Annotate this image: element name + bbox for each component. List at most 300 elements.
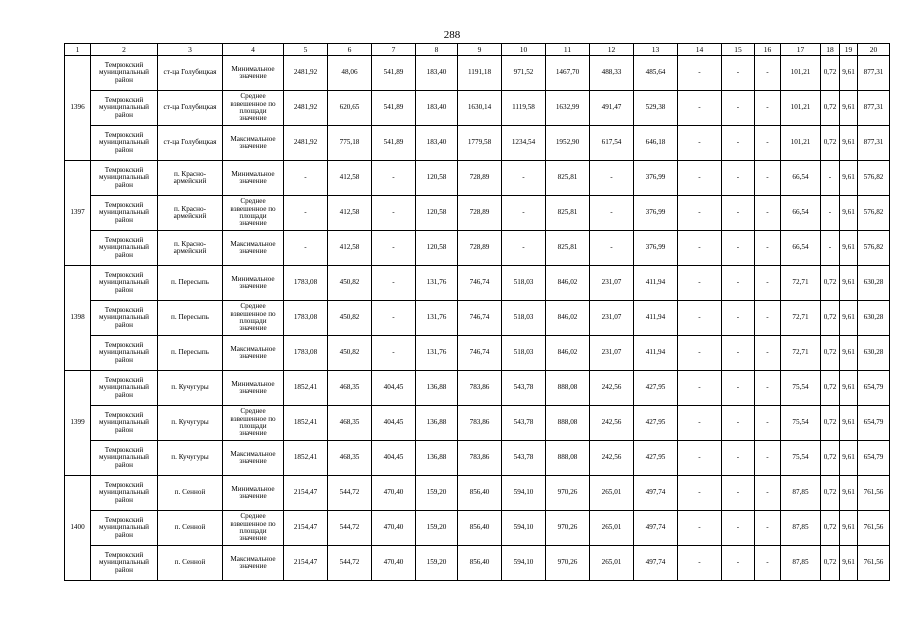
value-cell: 404,45 <box>372 441 416 476</box>
district-cell: Темрюкский муниципальный район <box>91 406 158 441</box>
value-type-cell: Максимальное значение <box>223 126 284 161</box>
column-header: 19 <box>840 44 858 56</box>
settlement-cell: п. Красно-армейский <box>158 196 223 231</box>
value-cell: 746,74 <box>458 301 502 336</box>
value-cell: - <box>755 441 781 476</box>
value-type-cell: Максимальное значение <box>223 231 284 266</box>
value-cell: 101,21 <box>781 126 821 161</box>
value-cell: 412,58 <box>328 196 372 231</box>
value-cell: 877,31 <box>858 126 890 161</box>
settlement-cell: п. Сенной <box>158 511 223 546</box>
value-cell: 761,56 <box>858 546 890 581</box>
value-type-cell: Минимальное значение <box>223 266 284 301</box>
value-cell: 2154,47 <box>284 476 328 511</box>
row-id-cell: 1400 <box>65 476 91 581</box>
value-cell: 131,76 <box>416 301 458 336</box>
column-header: 5 <box>284 44 328 56</box>
value-cell: - <box>678 336 722 371</box>
column-header: 14 <box>678 44 722 56</box>
value-cell: 1783,08 <box>284 266 328 301</box>
value-cell: 654,79 <box>858 371 890 406</box>
value-cell: 888,08 <box>546 406 590 441</box>
value-cell: 0,72 <box>821 441 840 476</box>
value-cell: - <box>590 231 634 266</box>
value-cell: 594,10 <box>502 511 546 546</box>
value-cell: 412,58 <box>328 231 372 266</box>
value-cell: 846,02 <box>546 336 590 371</box>
value-cell: 404,45 <box>372 406 416 441</box>
value-cell: 529,38 <box>634 91 678 126</box>
table-row <box>65 161 890 196</box>
value-cell: 654,79 <box>858 441 890 476</box>
value-cell: 411,94 <box>634 301 678 336</box>
column-header: 17 <box>781 44 821 56</box>
table-body <box>65 56 890 581</box>
value-cell: 877,31 <box>858 56 890 91</box>
value-cell: 518,03 <box>502 336 546 371</box>
district-cell: Темрюкский муниципальный район <box>91 546 158 581</box>
value-cell: 541,89 <box>372 91 416 126</box>
column-header: 15 <box>722 44 755 56</box>
table-row <box>65 91 890 126</box>
value-cell: 2154,47 <box>284 511 328 546</box>
value-cell: 746,74 <box>458 336 502 371</box>
value-cell: 101,21 <box>781 91 821 126</box>
value-cell: - <box>678 301 722 336</box>
table-row <box>65 266 890 301</box>
value-cell: 75,54 <box>781 371 821 406</box>
value-cell: 265,01 <box>590 476 634 511</box>
settlement-cell: п. Красно-армейский <box>158 161 223 196</box>
column-header: 1 <box>65 44 91 56</box>
value-cell: 470,40 <box>372 511 416 546</box>
value-cell: - <box>372 336 416 371</box>
value-cell: - <box>821 161 840 196</box>
district-cell: Темрюкский муниципальный район <box>91 371 158 406</box>
value-cell: 576,82 <box>858 231 890 266</box>
value-cell: 1630,14 <box>458 91 502 126</box>
value-cell: 825,81 <box>546 196 590 231</box>
value-cell: 761,56 <box>858 476 890 511</box>
value-cell: 1632,99 <box>546 91 590 126</box>
row-id-cell: 1398 <box>65 266 91 371</box>
value-cell: 0,72 <box>821 91 840 126</box>
value-cell: 48,06 <box>328 56 372 91</box>
value-cell: 775,18 <box>328 126 372 161</box>
value-cell: 9,61 <box>840 126 858 161</box>
value-cell: - <box>722 161 755 196</box>
district-cell: Темрюкский муниципальный район <box>91 476 158 511</box>
value-cell: 265,01 <box>590 546 634 581</box>
column-header: 13 <box>634 44 678 56</box>
value-cell: - <box>755 546 781 581</box>
value-cell: - <box>755 231 781 266</box>
value-cell: 877,31 <box>858 91 890 126</box>
settlement-cell: п. Пересыпь <box>158 301 223 336</box>
value-cell: - <box>722 231 755 266</box>
value-cell: - <box>678 371 722 406</box>
value-cell: 159,20 <box>416 476 458 511</box>
value-cell: 630,28 <box>858 301 890 336</box>
value-cell: 825,81 <box>546 231 590 266</box>
settlement-cell: п. Пересыпь <box>158 336 223 371</box>
value-cell: 87,85 <box>781 546 821 581</box>
value-cell: 75,54 <box>781 406 821 441</box>
table-row <box>65 196 890 231</box>
value-cell: - <box>755 406 781 441</box>
value-cell: 131,76 <box>416 336 458 371</box>
value-cell: 450,82 <box>328 266 372 301</box>
column-header: 11 <box>546 44 590 56</box>
value-cell: 728,89 <box>458 161 502 196</box>
value-cell: - <box>722 196 755 231</box>
value-cell: - <box>372 161 416 196</box>
value-cell: 242,56 <box>590 441 634 476</box>
value-cell: - <box>678 546 722 581</box>
value-cell: 242,56 <box>590 406 634 441</box>
table-row <box>65 406 890 441</box>
value-cell: - <box>678 196 722 231</box>
value-cell: 66,54 <box>781 231 821 266</box>
value-cell: 728,89 <box>458 231 502 266</box>
value-cell: 470,40 <box>372 476 416 511</box>
value-cell: - <box>678 126 722 161</box>
value-cell: 846,02 <box>546 301 590 336</box>
value-cell: 159,20 <box>416 511 458 546</box>
district-cell: Темрюкский муниципальный район <box>91 56 158 91</box>
value-cell: 497,74 <box>634 511 678 546</box>
value-cell: 9,61 <box>840 546 858 581</box>
value-cell: 0,72 <box>821 371 840 406</box>
value-cell: 497,74 <box>634 546 678 581</box>
value-cell: 120,58 <box>416 196 458 231</box>
value-cell: 265,01 <box>590 511 634 546</box>
value-cell: 2154,47 <box>284 546 328 581</box>
value-cell: 0,72 <box>821 266 840 301</box>
value-cell: 544,72 <box>328 546 372 581</box>
value-cell: 183,40 <box>416 126 458 161</box>
value-cell: - <box>678 231 722 266</box>
value-cell: - <box>502 231 546 266</box>
value-cell: - <box>678 266 722 301</box>
district-cell: Темрюкский муниципальный район <box>91 196 158 231</box>
value-cell: 159,20 <box>416 546 458 581</box>
value-cell: 9,61 <box>840 161 858 196</box>
value-cell: 376,99 <box>634 196 678 231</box>
value-cell: 1852,41 <box>284 441 328 476</box>
page-number: 288 <box>443 29 461 41</box>
value-cell: 783,86 <box>458 441 502 476</box>
column-header: 12 <box>590 44 634 56</box>
column-header: 18 <box>821 44 840 56</box>
value-cell: - <box>502 196 546 231</box>
value-cell: 0,72 <box>821 511 840 546</box>
value-cell: 654,79 <box>858 406 890 441</box>
value-cell: 427,95 <box>634 371 678 406</box>
value-cell: 1467,70 <box>546 56 590 91</box>
value-cell: 9,61 <box>840 371 858 406</box>
value-cell: - <box>722 511 755 546</box>
value-type-cell: Минимальное значение <box>223 56 284 91</box>
district-cell: Темрюкский муниципальный район <box>91 336 158 371</box>
value-type-cell: Максимальное значение <box>223 441 284 476</box>
table-row <box>65 511 890 546</box>
value-cell: 2481,92 <box>284 56 328 91</box>
value-cell: - <box>678 406 722 441</box>
value-cell: 543,78 <box>502 406 546 441</box>
value-cell: - <box>502 161 546 196</box>
value-cell: 1952,90 <box>546 126 590 161</box>
value-cell: 576,82 <box>858 161 890 196</box>
value-cell: - <box>678 476 722 511</box>
value-cell: 75,54 <box>781 441 821 476</box>
value-cell: - <box>755 371 781 406</box>
value-cell: 856,40 <box>458 476 502 511</box>
value-cell: 485,64 <box>634 56 678 91</box>
value-cell: - <box>678 91 722 126</box>
row-id-cell: 1397 <box>65 161 91 266</box>
value-cell: 856,40 <box>458 546 502 581</box>
value-cell: - <box>722 476 755 511</box>
value-cell: - <box>722 56 755 91</box>
value-cell: 1783,08 <box>284 301 328 336</box>
column-header: 3 <box>158 44 223 56</box>
value-cell: 761,56 <box>858 511 890 546</box>
value-cell: 630,28 <box>858 266 890 301</box>
value-cell: - <box>678 56 722 91</box>
value-cell: - <box>722 441 755 476</box>
value-cell: 120,58 <box>416 161 458 196</box>
value-cell: - <box>821 231 840 266</box>
settlement-cell: ст-ца Голубицкая <box>158 56 223 91</box>
value-cell: 9,61 <box>840 266 858 301</box>
value-type-cell: Минимальное значение <box>223 371 284 406</box>
column-header: 4 <box>223 44 284 56</box>
settlement-cell: п. Красно-армейский <box>158 231 223 266</box>
column-header: 7 <box>372 44 416 56</box>
value-cell: - <box>372 196 416 231</box>
value-cell: 9,61 <box>840 441 858 476</box>
value-cell: 231,07 <box>590 301 634 336</box>
column-header: 6 <box>328 44 372 56</box>
value-type-cell: Минимальное значение <box>223 161 284 196</box>
value-cell: 518,03 <box>502 301 546 336</box>
settlement-cell: п. Кучугуры <box>158 441 223 476</box>
value-cell: 87,85 <box>781 476 821 511</box>
value-cell: 66,54 <box>781 196 821 231</box>
district-cell: Темрюкский муниципальный район <box>91 266 158 301</box>
value-cell: 72,71 <box>781 336 821 371</box>
value-cell: 518,03 <box>502 266 546 301</box>
value-cell: 0,72 <box>821 301 840 336</box>
value-cell: - <box>755 196 781 231</box>
table-row <box>65 56 890 91</box>
value-cell: - <box>722 546 755 581</box>
value-cell: 9,61 <box>840 511 858 546</box>
value-cell: 72,71 <box>781 266 821 301</box>
value-cell: 646,18 <box>634 126 678 161</box>
value-cell: 543,78 <box>502 441 546 476</box>
value-cell: 728,89 <box>458 196 502 231</box>
value-cell: 846,02 <box>546 266 590 301</box>
value-cell: 450,82 <box>328 336 372 371</box>
value-cell: 9,61 <box>840 336 858 371</box>
district-cell: Темрюкский муниципальный район <box>91 231 158 266</box>
value-cell: 541,89 <box>372 56 416 91</box>
district-cell: Темрюкский муниципальный район <box>91 511 158 546</box>
value-cell: - <box>722 266 755 301</box>
value-cell: - <box>821 196 840 231</box>
value-cell: - <box>755 161 781 196</box>
value-cell: 2481,92 <box>284 91 328 126</box>
value-cell: - <box>755 126 781 161</box>
value-cell: 888,08 <box>546 441 590 476</box>
value-cell: 183,40 <box>416 56 458 91</box>
value-cell: - <box>755 336 781 371</box>
district-cell: Темрюкский муниципальный район <box>91 126 158 161</box>
settlement-cell: п. Кучугуры <box>158 406 223 441</box>
value-cell: 0,72 <box>821 336 840 371</box>
value-cell: 970,26 <box>546 511 590 546</box>
value-cell: 617,54 <box>590 126 634 161</box>
settlement-cell: п. Сенной <box>158 546 223 581</box>
value-cell: - <box>755 56 781 91</box>
value-cell: 856,40 <box>458 511 502 546</box>
district-cell: Темрюкский муниципальный район <box>91 161 158 196</box>
value-cell: 9,61 <box>840 91 858 126</box>
value-cell: 971,52 <box>502 56 546 91</box>
settlement-cell: ст-ца Голубицкая <box>158 126 223 161</box>
row-id-cell: 1396 <box>65 56 91 161</box>
value-cell: 1783,08 <box>284 336 328 371</box>
value-cell: 9,61 <box>840 231 858 266</box>
value-type-cell: Максимальное значение <box>223 336 284 371</box>
value-cell: 491,47 <box>590 91 634 126</box>
value-cell: 468,35 <box>328 371 372 406</box>
value-cell: 72,71 <box>781 301 821 336</box>
value-cell: 376,99 <box>634 231 678 266</box>
settlement-cell: п. Пересыпь <box>158 266 223 301</box>
value-cell: 1119,58 <box>502 91 546 126</box>
value-cell: 544,72 <box>328 476 372 511</box>
value-type-cell: Среднее взвешенное по площади значение <box>223 301 284 336</box>
value-cell: 544,72 <box>328 511 372 546</box>
value-cell: - <box>722 126 755 161</box>
value-cell: 427,95 <box>634 406 678 441</box>
value-cell: 136,88 <box>416 371 458 406</box>
district-cell: Темрюкский муниципальный район <box>91 91 158 126</box>
value-cell: - <box>372 231 416 266</box>
value-cell: 404,45 <box>372 371 416 406</box>
column-header: 2 <box>91 44 158 56</box>
value-cell: 9,61 <box>840 196 858 231</box>
value-cell: 497,74 <box>634 476 678 511</box>
value-cell: 783,86 <box>458 371 502 406</box>
value-cell: 0,72 <box>821 406 840 441</box>
value-cell: - <box>722 406 755 441</box>
value-cell: 9,61 <box>840 406 858 441</box>
value-cell: 488,33 <box>590 56 634 91</box>
value-cell: 9,61 <box>840 56 858 91</box>
value-cell: 87,85 <box>781 511 821 546</box>
value-cell: 183,40 <box>416 91 458 126</box>
value-cell: - <box>722 336 755 371</box>
value-cell: 1191,18 <box>458 56 502 91</box>
table-row <box>65 476 890 511</box>
value-cell: 594,10 <box>502 476 546 511</box>
column-header: 8 <box>416 44 458 56</box>
value-cell: 576,82 <box>858 196 890 231</box>
value-cell: - <box>722 301 755 336</box>
value-cell: 1852,41 <box>284 371 328 406</box>
tariff-table <box>64 43 890 581</box>
value-cell: 543,78 <box>502 371 546 406</box>
settlement-cell: п. Кучугуры <box>158 371 223 406</box>
value-type-cell: Среднее взвешенное по площади значение <box>223 511 284 546</box>
value-cell: 2481,92 <box>284 126 328 161</box>
value-cell: 594,10 <box>502 546 546 581</box>
value-cell: - <box>372 266 416 301</box>
value-cell: - <box>755 511 781 546</box>
value-cell: - <box>590 161 634 196</box>
value-cell: 131,76 <box>416 266 458 301</box>
value-cell: 66,54 <box>781 161 821 196</box>
value-cell: 0,72 <box>821 476 840 511</box>
value-cell: - <box>755 91 781 126</box>
value-cell: - <box>678 511 722 546</box>
value-type-cell: Максимальное значение <box>223 546 284 581</box>
column-header: 20 <box>858 44 890 56</box>
value-cell: - <box>755 476 781 511</box>
table-row <box>65 231 890 266</box>
value-cell: - <box>284 231 328 266</box>
value-cell: 427,95 <box>634 441 678 476</box>
table-row <box>65 301 890 336</box>
table-row <box>65 441 890 476</box>
value-cell: 231,07 <box>590 336 634 371</box>
value-cell: 468,35 <box>328 441 372 476</box>
value-cell: 541,89 <box>372 126 416 161</box>
value-cell: 136,88 <box>416 441 458 476</box>
value-cell: 630,28 <box>858 336 890 371</box>
value-cell: 242,56 <box>590 371 634 406</box>
value-cell: 825,81 <box>546 161 590 196</box>
value-cell: 888,08 <box>546 371 590 406</box>
value-cell: - <box>678 161 722 196</box>
value-cell: - <box>372 301 416 336</box>
column-number-row <box>65 44 890 56</box>
row-id-cell: 1399 <box>65 371 91 476</box>
column-header: 9 <box>458 44 502 56</box>
value-type-cell: Среднее взвешенное по площади значение <box>223 91 284 126</box>
value-cell: 9,61 <box>840 301 858 336</box>
value-cell: 620,65 <box>328 91 372 126</box>
value-cell: 746,74 <box>458 266 502 301</box>
value-cell: 231,07 <box>590 266 634 301</box>
column-header: 16 <box>755 44 781 56</box>
value-cell: 411,94 <box>634 266 678 301</box>
value-cell: - <box>722 371 755 406</box>
value-cell: 970,26 <box>546 476 590 511</box>
value-cell: 468,35 <box>328 406 372 441</box>
value-cell: 450,82 <box>328 301 372 336</box>
value-cell: 9,61 <box>840 476 858 511</box>
value-cell: 0,72 <box>821 546 840 581</box>
value-cell: 120,58 <box>416 231 458 266</box>
value-cell: - <box>722 91 755 126</box>
value-cell: 411,94 <box>634 336 678 371</box>
value-cell: - <box>284 161 328 196</box>
